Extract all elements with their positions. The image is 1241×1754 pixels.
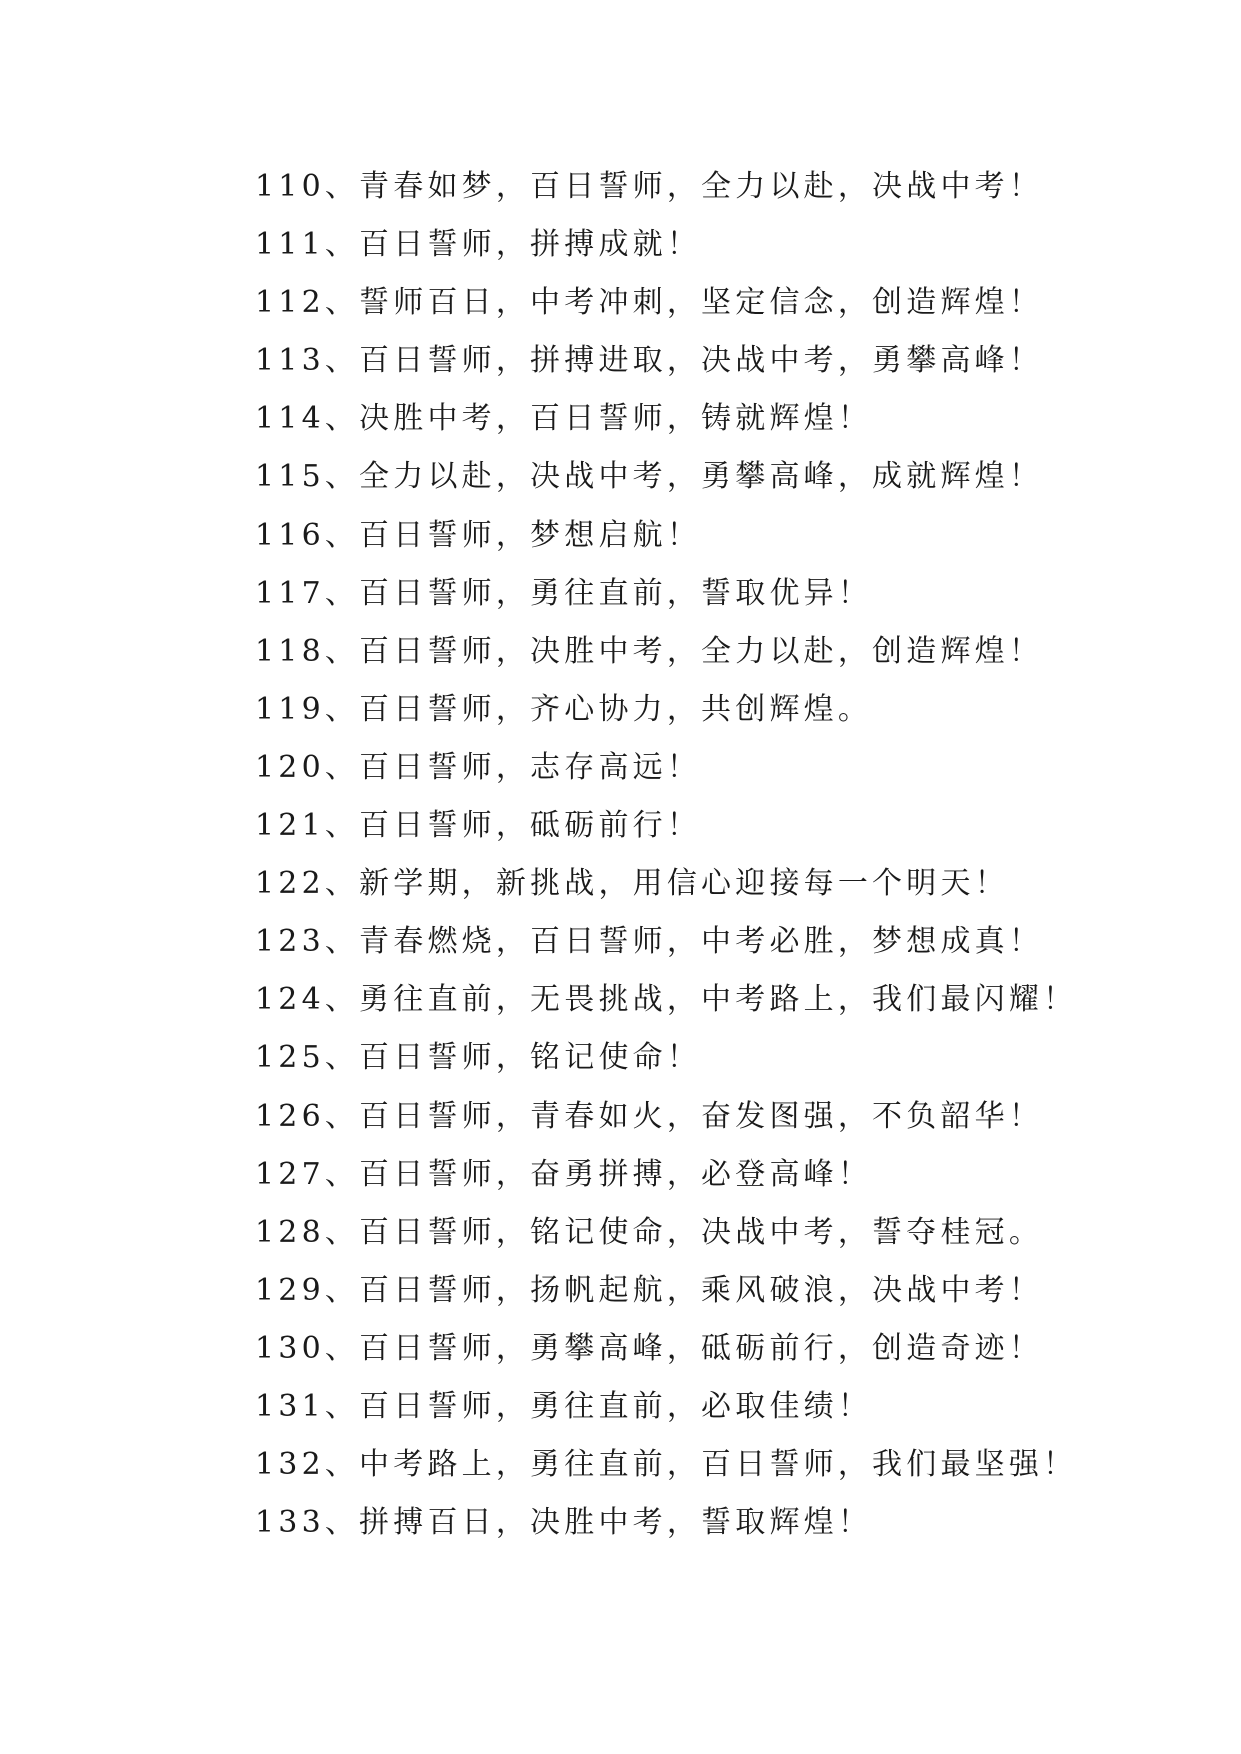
slogan-line: 131、百日誓师，勇往直前，必取佳绩！ — [255, 1388, 873, 1424]
slogan-line: 128、百日誓师，铭记使命，决战中考，誓夺桂冠。 — [255, 1214, 1044, 1250]
slogan-line: 122、新学期，新挑战，用信心迎接每一个明天！ — [255, 866, 1009, 902]
slogan-line: 113、百日誓师，拼搏进取，决战中考，勇攀高峰！ — [255, 343, 1044, 379]
slogan-line: 130、百日誓师，勇攀高峰，砥砺前行，创造奇迹！ — [255, 1330, 1044, 1366]
slogan-line: 116、百日誓师，梦想启航！ — [255, 517, 702, 553]
slogan-line: 115、全力以赴，决战中考，勇攀高峰，成就辉煌！ — [255, 459, 1044, 495]
slogan-line: 114、决胜中考，百日誓师，铸就辉煌！ — [255, 401, 873, 437]
slogan-line: 120、百日誓师，志存高远！ — [255, 749, 702, 785]
slogan-line: 110、青春如梦，百日誓师，全力以赴，决战中考！ — [255, 169, 1044, 204]
slogan-line: 126、百日誓师，青春如火，奋发图强，不负韶华！ — [255, 1098, 1044, 1134]
slogan-line: 123、青春燃烧，百日誓师，中考必胜，梦想成真！ — [255, 924, 1044, 960]
slogan-line: 133、拼搏百日，决胜中考，誓取辉煌！ — [255, 1505, 873, 1541]
slogan-list — [255, 158, 1155, 1552]
slogan-line: 129、百日誓师，扬帆起航，乘风破浪，决战中考！ — [255, 1272, 1044, 1308]
slogan-line: 118、百日誓师，决胜中考，全力以赴，创造辉煌！ — [255, 633, 1044, 669]
slogan-line: 124、勇往直前，无畏挑战，中考路上，我们最闪耀！ — [255, 982, 1078, 1018]
slogan-line: 127、百日誓师，奋勇拼搏，必登高峰！ — [255, 1156, 873, 1192]
slogan-line: 112、誓师百日，中考冲刺，坚定信念，创造辉煌！ — [255, 285, 1044, 321]
slogan-line: 125、百日誓师，铭记使命！ — [255, 1040, 702, 1076]
slogan-line: 121、百日誓师，砥砺前行！ — [255, 808, 702, 844]
slogan-line: 132、中考路上，勇往直前，百日誓师，我们最坚强！ — [255, 1447, 1078, 1483]
slogan-line: 111、百日誓师，拼搏成就！ — [255, 227, 702, 263]
slogan-line: 119、百日誓师，齐心协力，共创辉煌。 — [255, 691, 873, 727]
slogan-line: 117、百日誓师，勇往直前，誓取优异！ — [255, 575, 873, 611]
